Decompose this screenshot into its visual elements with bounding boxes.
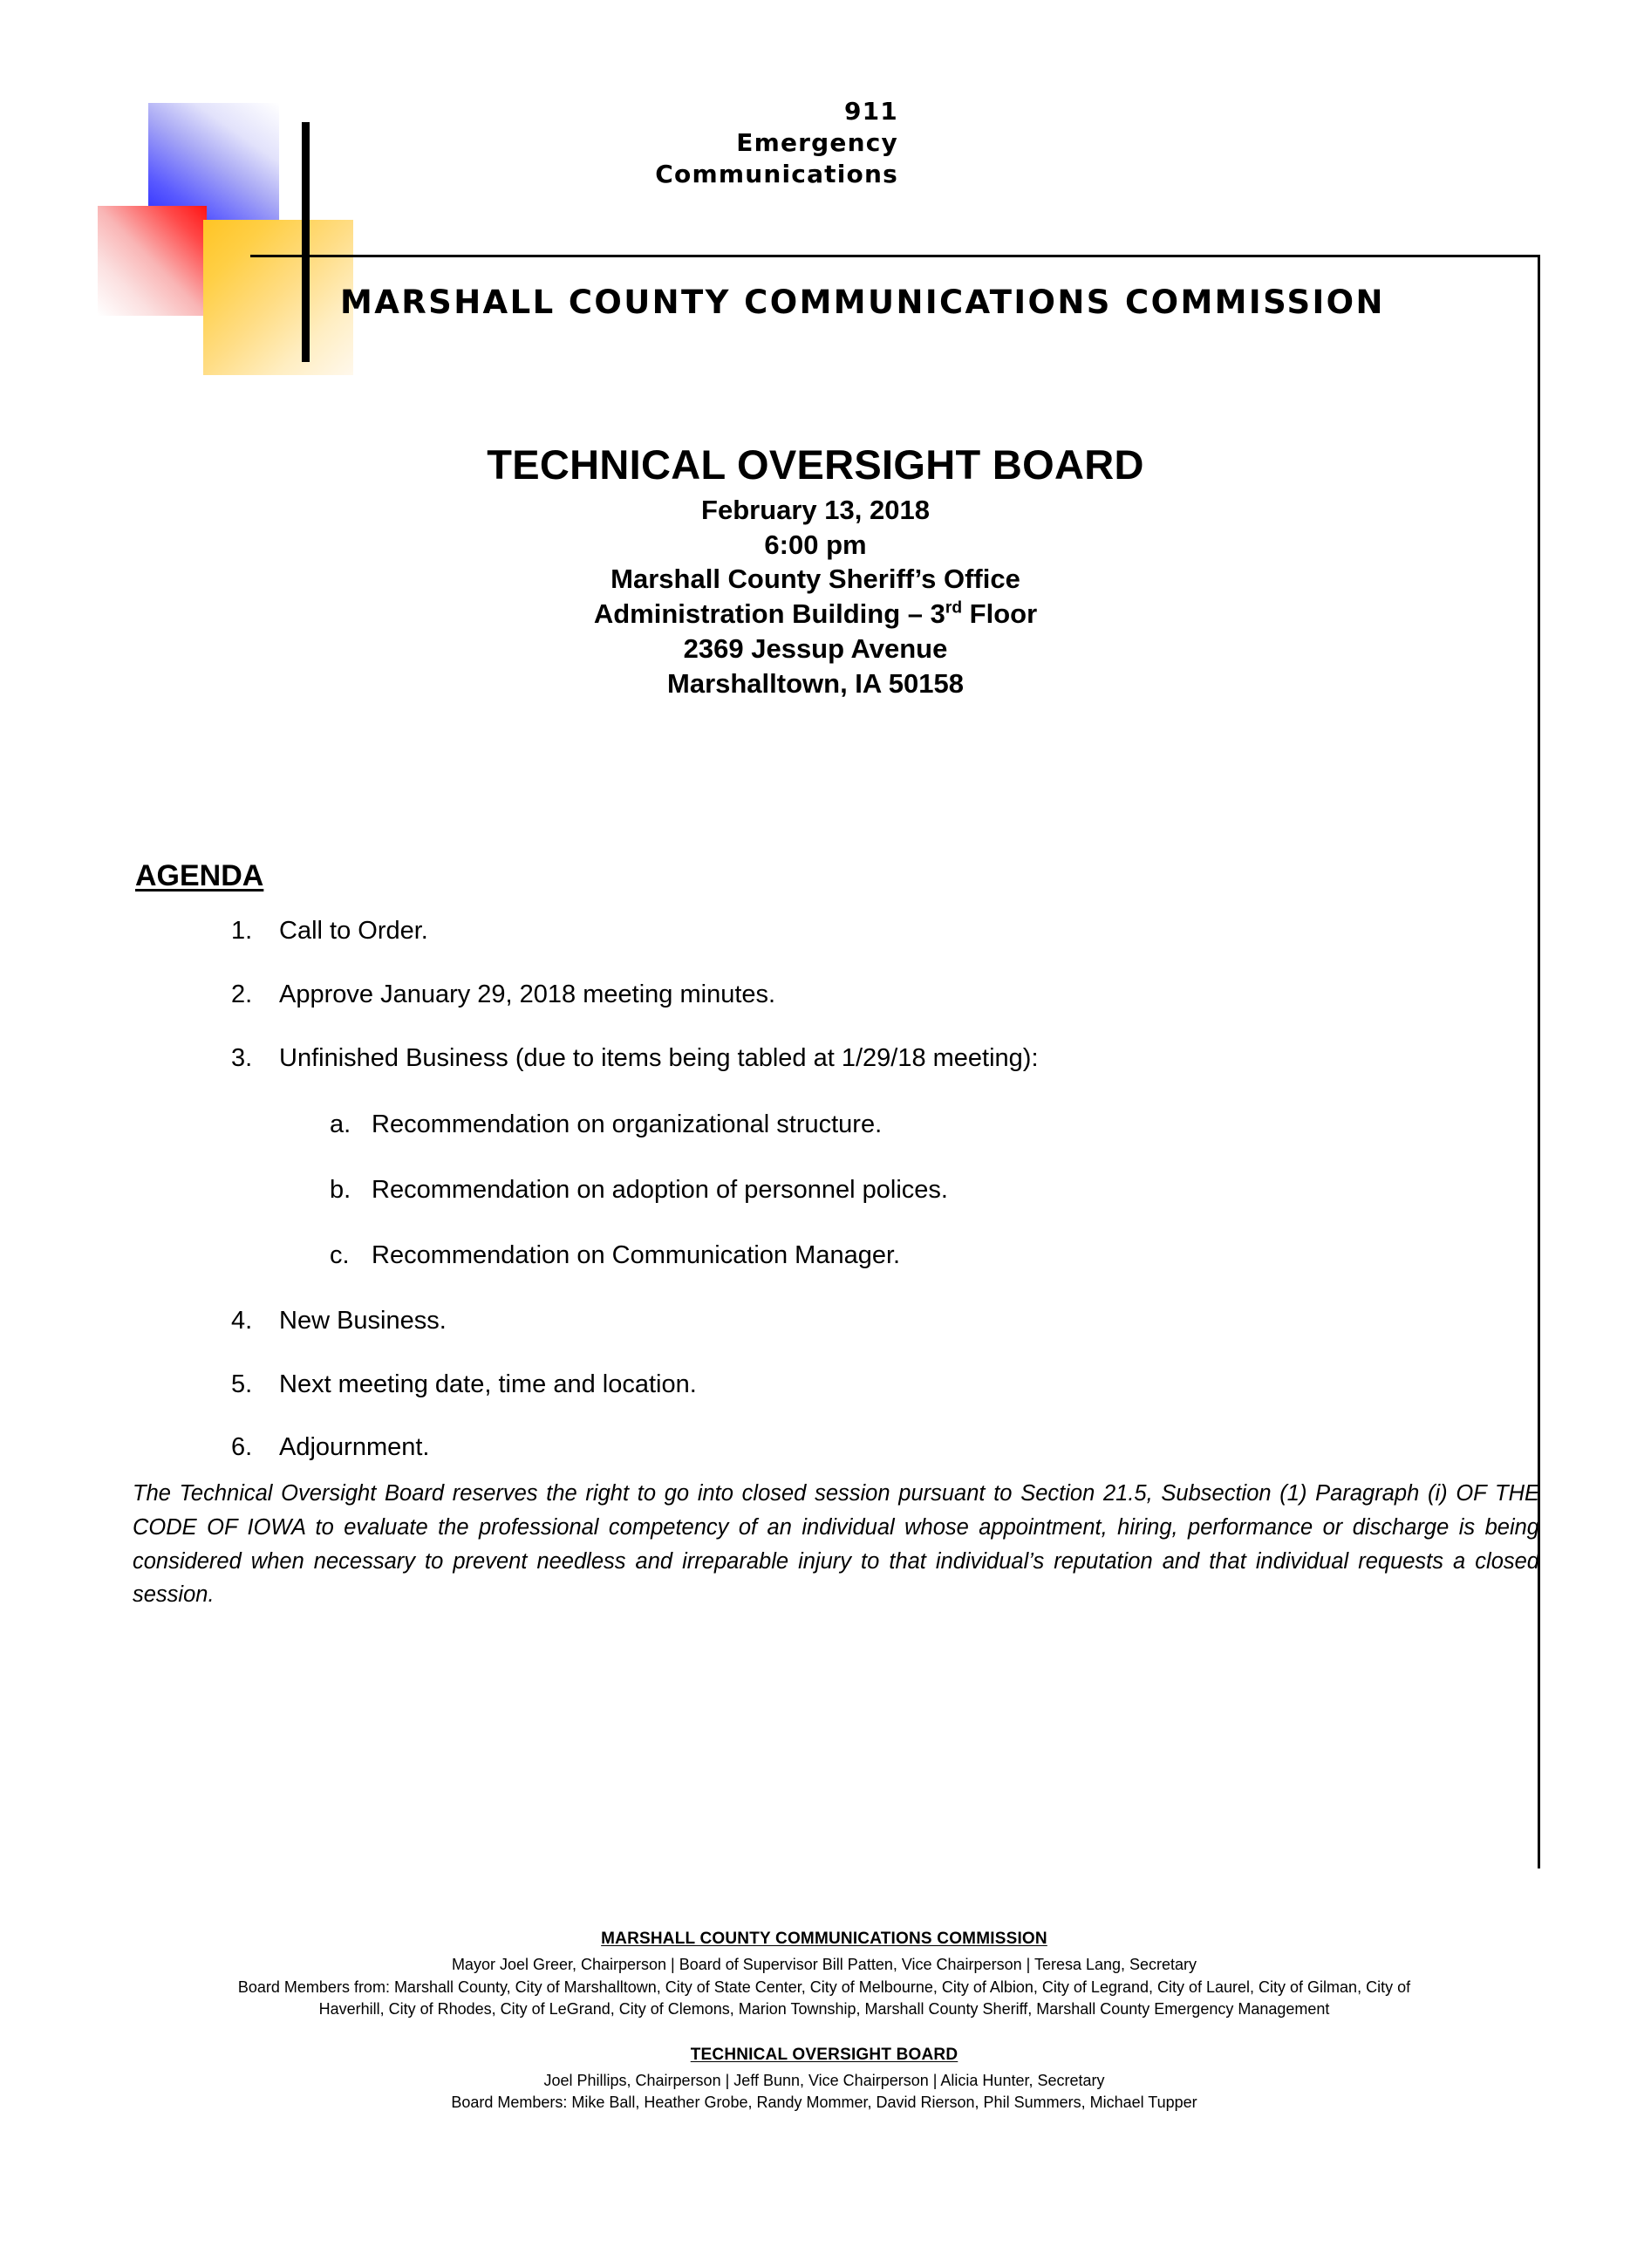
agenda-item-number: 6. xyxy=(231,1433,253,1462)
agenda-subitem-list xyxy=(279,1110,1452,1270)
agenda-item xyxy=(231,1432,1452,1463)
logo-vertical-bar-icon xyxy=(302,122,310,362)
meeting-building xyxy=(131,599,1500,630)
meeting-date: February 13, 2018 xyxy=(701,495,930,525)
emergency-line-emergency: Emergency xyxy=(736,127,898,157)
agenda-subitem-label: Recommendation on organizational structure. xyxy=(372,1110,883,1139)
agenda-heading: AGENDA xyxy=(135,859,264,892)
footer-commission-title: MARSHALL COUNTY COMMUNICATIONS COMMISSION xyxy=(601,1930,1047,1948)
agenda-item-label: Next meeting date, time and location. xyxy=(279,1370,697,1398)
footer-commission-officers: Mayor Joel Greer, Chairperson | Board of Supervisor Bill Patten, Vice Chairperson | Teresa Lang, Secretary xyxy=(451,1955,1197,1973)
agenda-subitem-label: Recommendation on adoption of personnel polices. xyxy=(372,1176,948,1205)
meeting-building-suffix: Floor xyxy=(962,598,1038,630)
agenda-item-number: 5. xyxy=(231,1370,253,1398)
footer-commission-members-line-2: Haverhill, City of Rhodes, City of LeGrand, City of Clemons, Marion Township, Marshall County Sheriff, Marshall County Emergency Management xyxy=(318,2000,1330,2019)
meeting-street: 2369 Jessup Avenue xyxy=(683,632,948,664)
agenda-subitem-letter: a. xyxy=(330,1110,351,1139)
logo-red-square-icon xyxy=(98,206,207,316)
meeting-building-prefix: Administration Building – 3 xyxy=(593,598,945,630)
agenda-item-number: 4. xyxy=(231,1306,253,1335)
agenda-item-number: 1. xyxy=(231,917,253,945)
agenda-item xyxy=(231,916,1452,946)
emergency-line-911: 911 xyxy=(843,97,898,126)
agenda-item-label: Approve January 29, 2018 meeting minutes. xyxy=(279,980,776,1008)
meeting-time: 6:00 pm xyxy=(764,529,867,560)
agenda-subitem-label: Recommendation on Communication Manager. xyxy=(372,1240,901,1269)
agenda-item-label: Unfinished Business (due to items being tabled at 1/29/18 meeting): xyxy=(279,1043,1039,1072)
agenda-item xyxy=(231,980,1452,1010)
agenda-item xyxy=(231,1043,1452,1271)
emergency-line-communications: Communications xyxy=(655,159,898,188)
agenda-subitem xyxy=(330,1240,1452,1271)
footer-commission-block xyxy=(87,1928,1561,2021)
agenda-subitem-letter: c. xyxy=(330,1240,350,1269)
agenda-subitem-letter: b. xyxy=(330,1176,351,1205)
page-vertical-rule xyxy=(1538,255,1540,1868)
agenda-item xyxy=(231,1306,1452,1336)
agenda-item xyxy=(231,1370,1452,1400)
meeting-venue: Marshall County Sheriff’s Office xyxy=(611,564,1020,595)
agenda-subitem xyxy=(330,1110,1452,1140)
agenda-item-number: 3. xyxy=(231,1043,253,1072)
header-horizontal-rule xyxy=(250,255,1539,257)
closed-session-disclaimer: The Technical Oversight Board reserves the right to go into closed session pursuant to Section 21.5, Subsection (1) Paragraph (i) OF THE CODE OF IOWA to evaluate the professional competency of an individual whose appointment, hiring, performance or discharge is being considered when necessary to prevent needless and irreparable injury to that individual’s reputation and that individual requests a closed session. xyxy=(133,1481,1539,1608)
footer-board-block xyxy=(87,2044,1561,2114)
meeting-building-ordinal: rd xyxy=(945,598,963,618)
agenda-item-number: 2. xyxy=(231,980,253,1008)
agenda-item-label: Adjournment. xyxy=(279,1433,430,1462)
footer-board-title: TECHNICAL OVERSIGHT BOARD xyxy=(690,2045,958,2064)
logo-blue-square-icon xyxy=(148,103,279,222)
agenda-subitem xyxy=(330,1175,1452,1206)
meeting-title-block xyxy=(131,441,1500,699)
emergency-communications-header xyxy=(655,96,898,189)
meeting-city-state-zip: Marshalltown, IA 50158 xyxy=(667,667,964,699)
logo-yellow-square-icon xyxy=(203,220,353,375)
agenda-item-group xyxy=(279,1043,1452,1271)
footer-board-members: Board Members: Mike Ball, Heather Grobe, Randy Mommer, David Rierson, Phil Summers, Michael Tupper xyxy=(451,2094,1197,2112)
footer-commission-members-line-1: Board Members from: Marshall County, City of Marshalltown, City of State Center, City of Melbourne, City of Albion, City of Legrand, City of Laurel, City of Gilman, City of xyxy=(237,1978,1411,1996)
agency-logo xyxy=(87,87,366,375)
agenda-item-label: Call to Order. xyxy=(279,917,428,945)
footer-board-officers: Joel Phillips, Chairperson | Jeff Bunn, Vice Chairperson | Alicia Hunter, Secretary xyxy=(543,2071,1105,2089)
page-footer xyxy=(87,1928,1561,2114)
agenda-item-label: New Business. xyxy=(279,1306,447,1335)
page-title: TECHNICAL OVERSIGHT BOARD xyxy=(487,441,1144,488)
agenda-list xyxy=(231,916,1452,1496)
commission-title: MARSHALL COUNTY COMMUNICATIONS COMMISSION xyxy=(340,284,1385,321)
